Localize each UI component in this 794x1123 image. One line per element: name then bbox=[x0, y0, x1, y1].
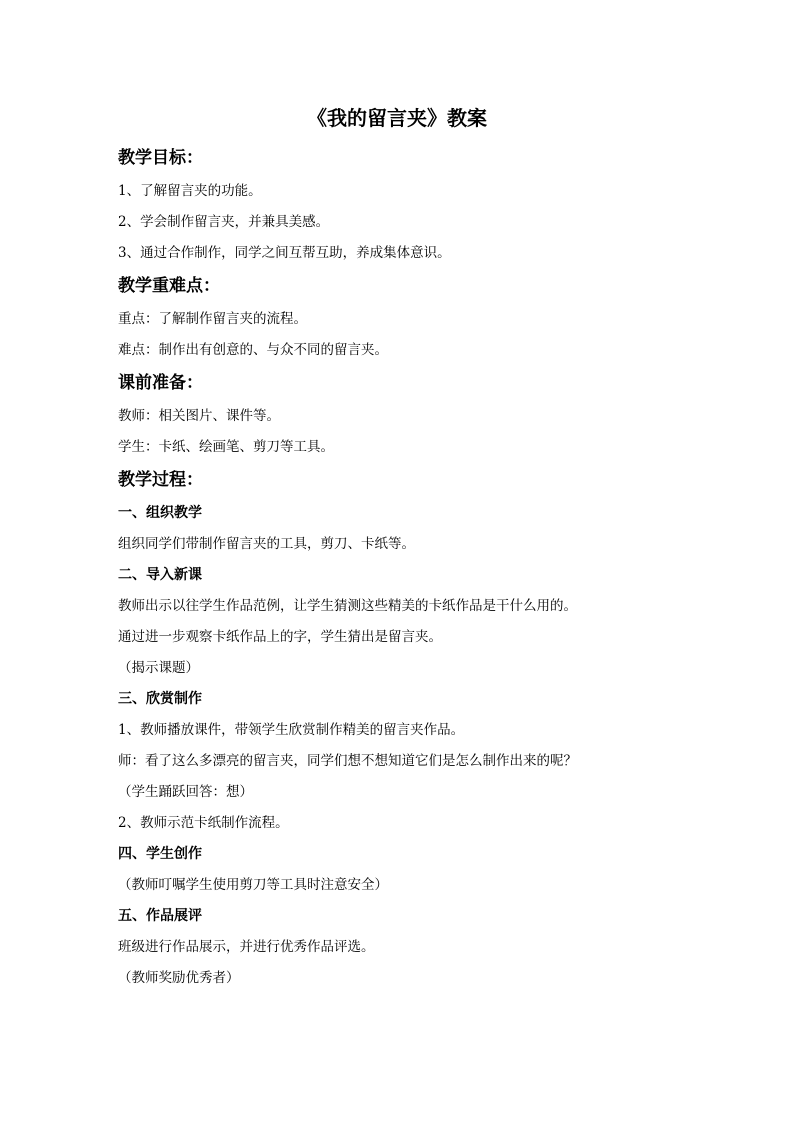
preparation-teacher-line: 教师：相关图片、课件等。 bbox=[118, 408, 280, 424]
process-step-3-heading: 三、欣赏制作 bbox=[118, 691, 202, 707]
document-body bbox=[118, 146, 678, 999]
process-step-2-heading: 二、导入新课 bbox=[118, 567, 202, 583]
process-step-2-line-3: （揭示课题） bbox=[118, 660, 199, 676]
process-step-2-line-2: 通过进一步观察卡纸作品上的字，学生猜出是留言夹。 bbox=[118, 629, 442, 645]
process-step-4-heading: 四、学生创作 bbox=[118, 846, 202, 862]
section-heading-process: 教学过程： bbox=[118, 470, 203, 490]
key-point-line: 重点：了解制作留言夹的流程。 bbox=[118, 311, 307, 327]
process-step-5-heading: 五、作品展评 bbox=[118, 908, 202, 924]
process-step-3-line-2: 师：看了这么多漂亮的留言夹，同学们想不想知道它们是怎么制作出来的呢？ bbox=[118, 753, 577, 769]
objective-line-2: 2、学会制作留言夹，并兼具美感。 bbox=[118, 214, 330, 230]
process-step-5-line-2: （教师奖励优秀者） bbox=[118, 970, 240, 986]
process-step-4-line-1: （教师叮嘱学生使用剪刀等工具时注意安全） bbox=[118, 877, 388, 893]
process-step-3-line-1: 1、教师播放课件，带领学生欣赏制作精美的留言夹作品。 bbox=[118, 722, 465, 738]
section-heading-key-points: 教学重难点： bbox=[118, 276, 220, 296]
section-heading-preparation: 课前准备： bbox=[118, 373, 203, 393]
objective-line-1: 1、了解留言夹的功能。 bbox=[118, 183, 262, 199]
process-step-2-line-1: 教师出示以往学生作品范例，让学生猜测这些精美的卡纸作品是干什么用的。 bbox=[118, 598, 577, 614]
process-step-5-line-1: 班级进行作品展示，并进行优秀作品评选。 bbox=[118, 939, 375, 955]
process-step-3-line-4: 2、教师示范卡纸制作流程。 bbox=[118, 815, 289, 831]
section-heading-objectives: 教学目标： bbox=[118, 148, 203, 168]
difficulty-line: 难点：制作出有创意的、与众不同的留言夹。 bbox=[118, 342, 388, 358]
process-step-3-line-3: （学生踊跃回答：想） bbox=[118, 784, 253, 800]
process-step-1-line-1: 组织同学们带制作留言夹的工具，剪刀、卡纸等。 bbox=[118, 536, 415, 552]
objective-line-3: 3、通过合作制作，同学之间互帮互助，养成集体意识。 bbox=[118, 245, 451, 261]
process-step-1-heading: 一、组织教学 bbox=[118, 505, 202, 521]
preparation-student-line: 学生：卡纸、绘画笔、剪刀等工具。 bbox=[118, 439, 334, 455]
document-title: 《我的留言夹》教案 bbox=[307, 106, 487, 130]
